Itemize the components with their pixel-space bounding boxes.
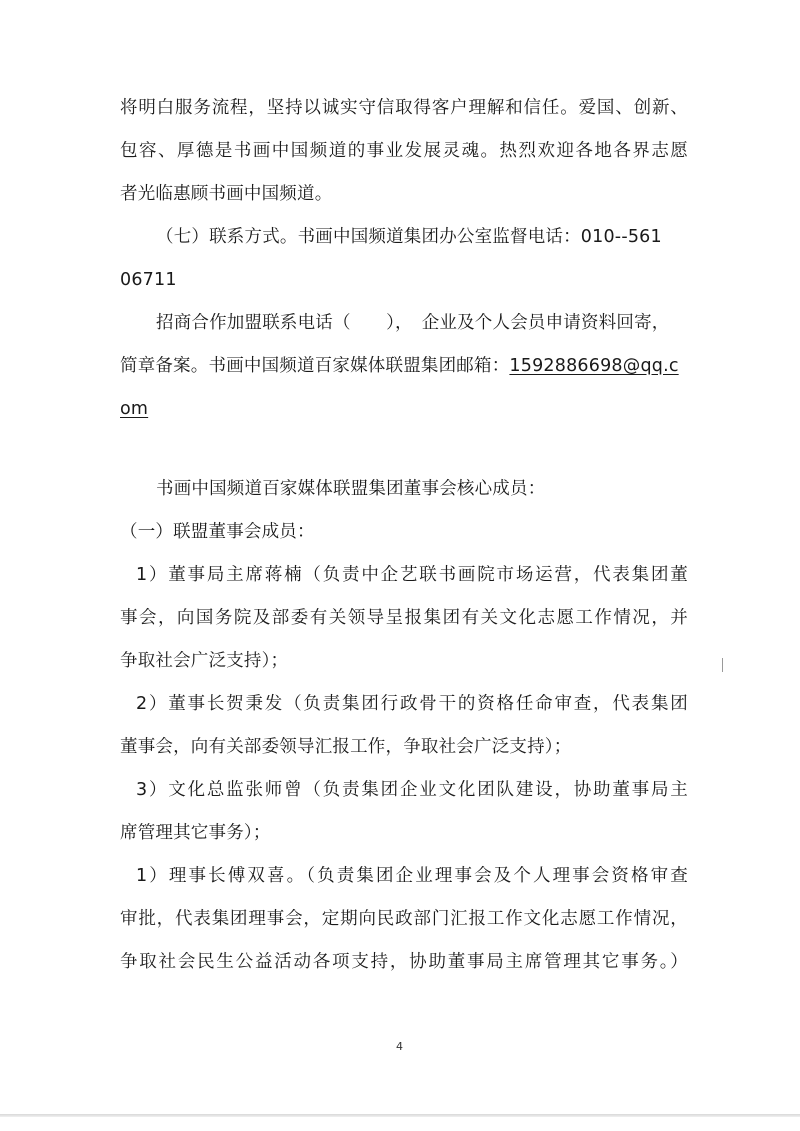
paragraph-line: 将明白服务流程，坚持以诚实守信取得客户理解和信任。爱国、创新、: [120, 98, 688, 118]
email-link[interactable]: 1592886698@qq.c: [509, 356, 679, 376]
member-line: 2）董事长贺秉发（负责集团行政骨干的资格任命审查，代表集团: [136, 694, 688, 714]
scan-mark: [722, 658, 723, 672]
member-line: 审批，代表集团理事会，定期向民政部门汇报工作文化志愿工作情况，: [120, 909, 688, 929]
member-line: 事会，向国务院及部委有关领导呈报集团有关文化志愿工作情况，并: [120, 608, 688, 628]
paragraph-line: 者光临惠顾书画中国频道。: [120, 184, 333, 204]
member-line: 1）董事局主席蒋楠（负责中企艺联书画院市场运营，代表集团董: [136, 565, 688, 585]
paragraph-line: 包容、厚德是书画中国频道的事业发展灵魂。热烈欢迎各地各界志愿: [120, 141, 688, 161]
member-line: 争取社会广泛支持）；: [120, 651, 289, 671]
recruit-line: [120, 354, 679, 378]
recruit-line: [120, 397, 148, 421]
page-bottom-edge: [0, 1114, 800, 1117]
recruit-text: 简章备案。书画中国频道百家媒体联盟集团邮箱：: [120, 356, 510, 376]
page-number: 4: [396, 1040, 403, 1053]
member-line: 争取社会民生公益活动各项支持，协助董事局主席管理其它事务。）: [120, 952, 688, 972]
member-line: 3）文化总监张师曾（负责集团企业文化团队建设，协助董事局主: [136, 780, 688, 800]
recruit-line: 招商合作加盟联系电话（ ）， 企业及个人会员申请资料回寄，: [156, 313, 670, 333]
member-line: 1）理事长傅双喜。（负责集团企业理事会及个人理事会资格审查: [136, 866, 688, 886]
member-line: 席管理其它事务）；: [120, 823, 271, 843]
member-line: 董事会，向有关部委领导汇报工作，争取社会广泛支持）；: [120, 737, 572, 757]
contact-line: 06711: [120, 270, 177, 290]
contact-line: （七）联系方式。书画中国频道集团办公室监督电话：010--561: [156, 227, 662, 247]
section-heading: （一）联盟董事会成员：: [120, 522, 315, 542]
board-title: 书画中国频道百家媒体联盟集团董事会核心成员：: [156, 479, 546, 499]
email-link-continued[interactable]: om: [120, 399, 149, 419]
